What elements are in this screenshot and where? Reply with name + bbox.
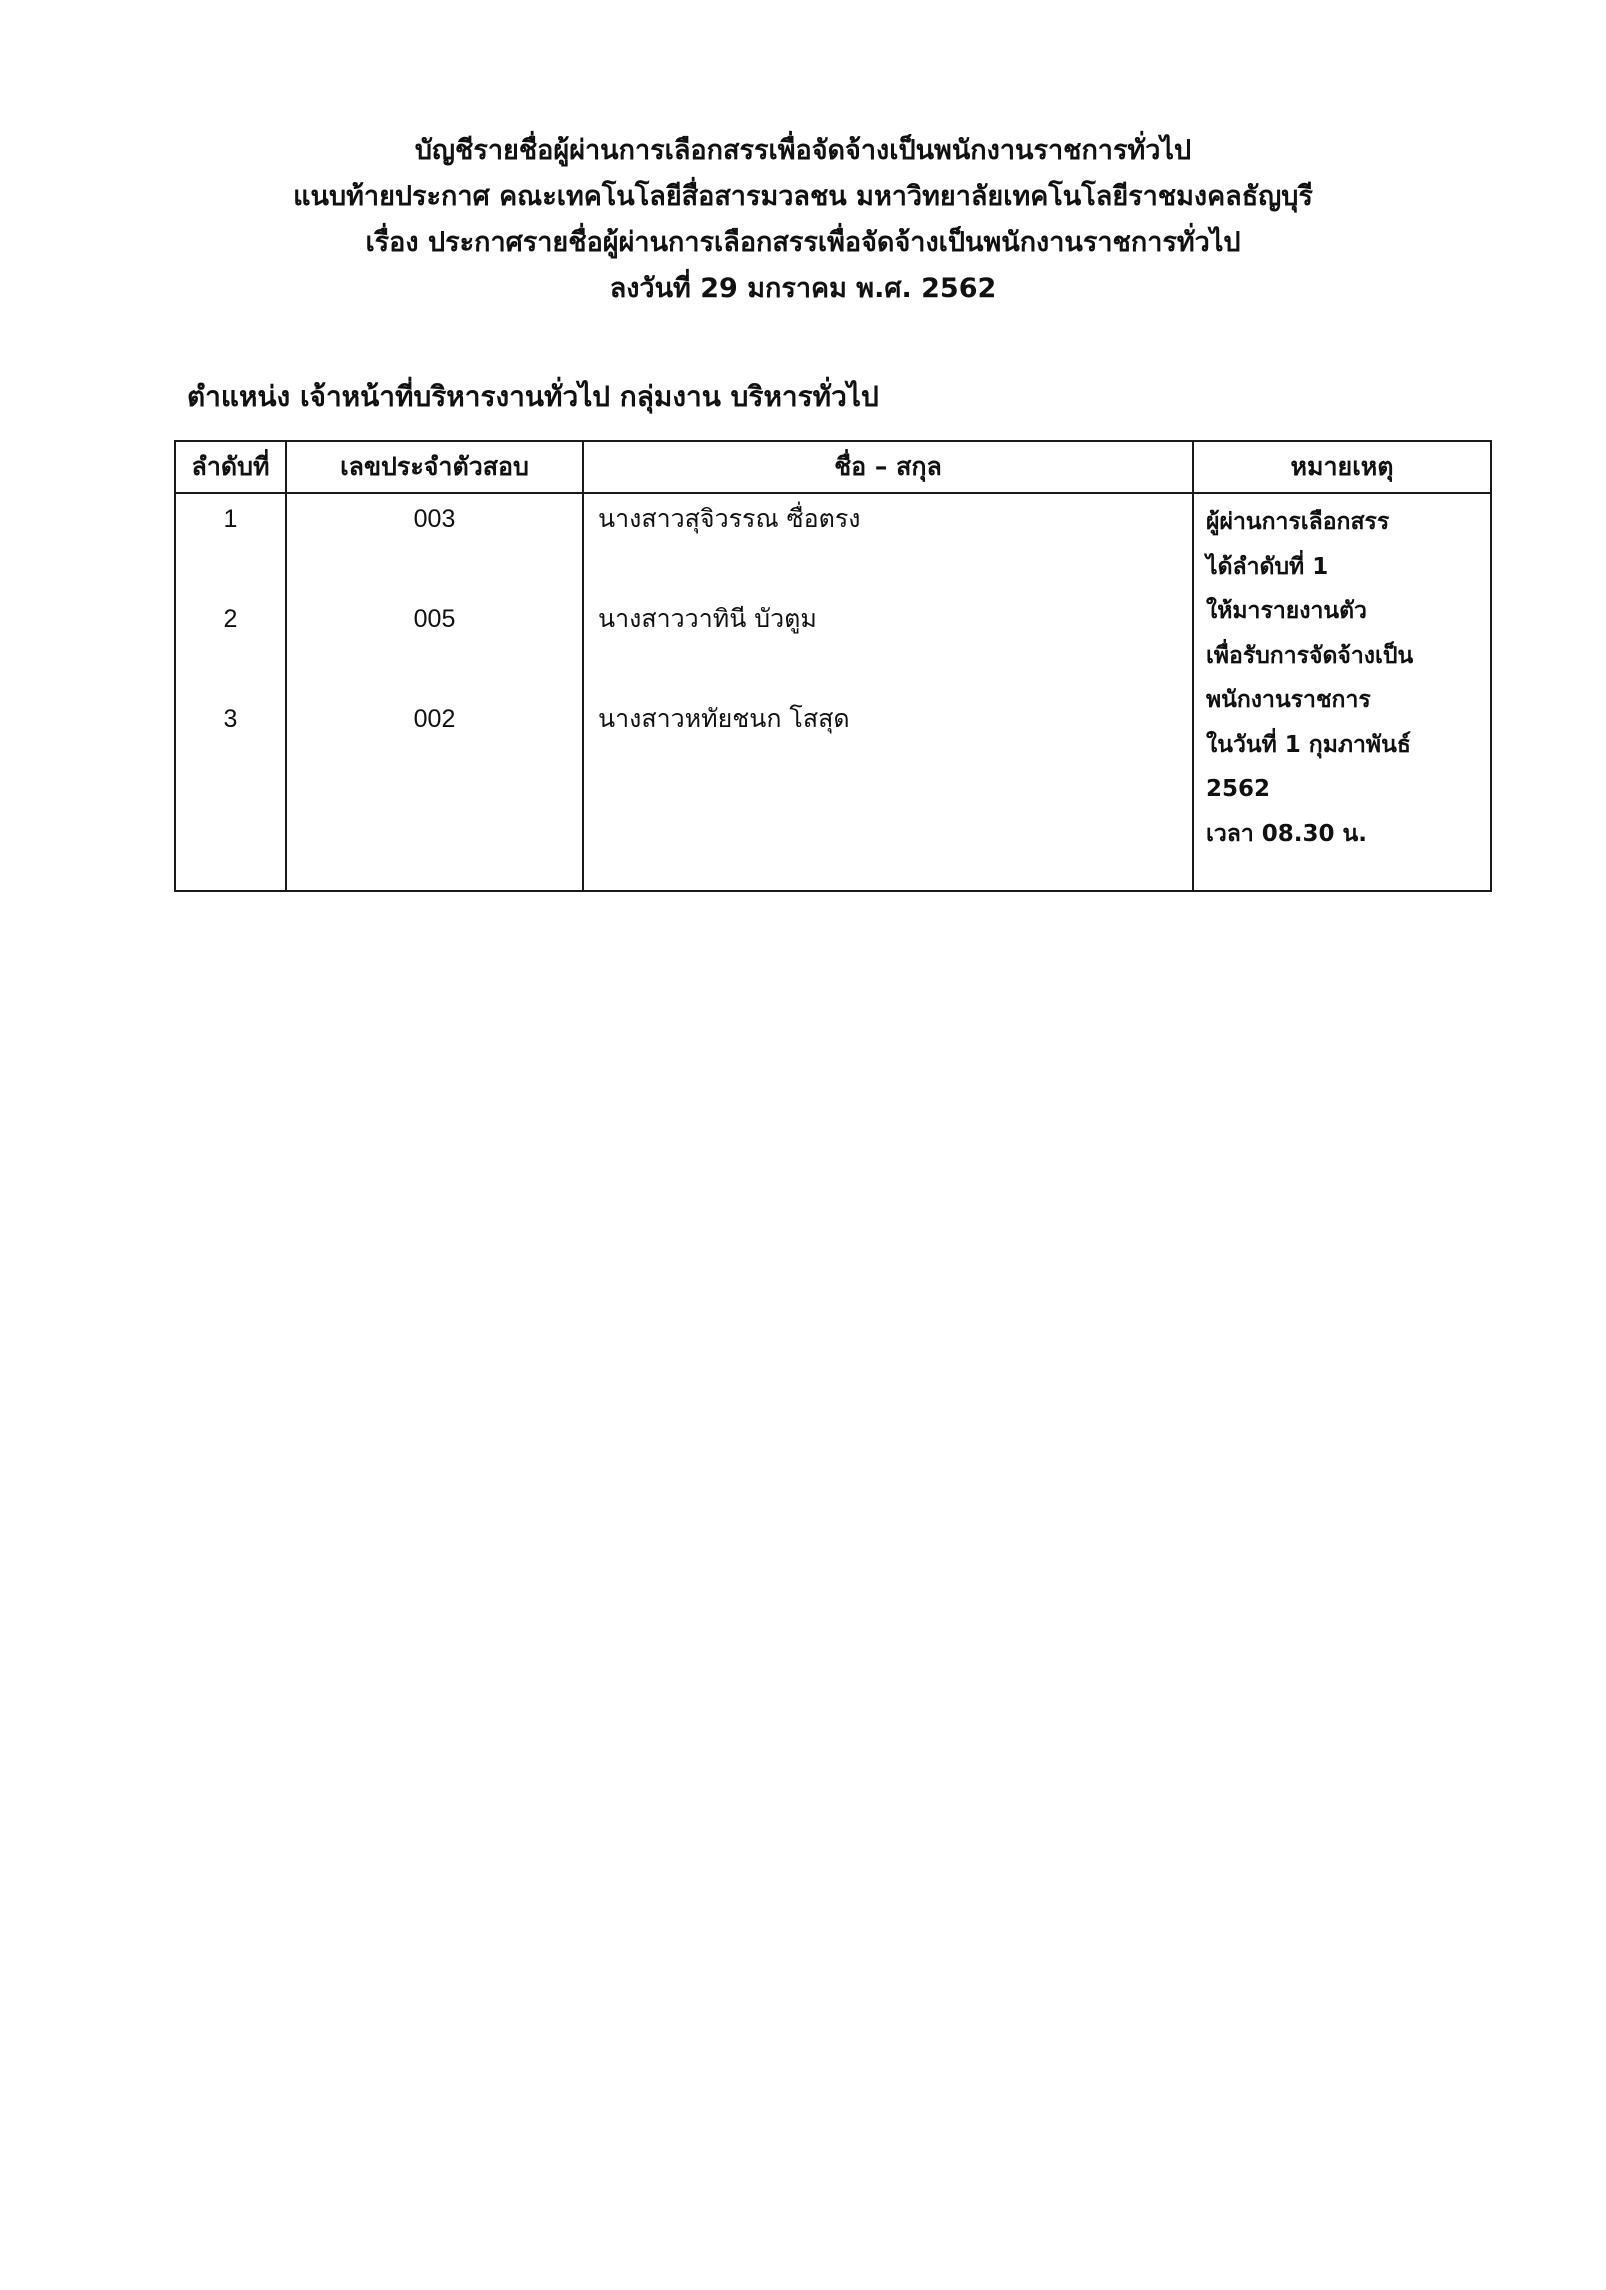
remark-line: ได้ลำดับที่ 1: [1206, 553, 1329, 580]
exam-id-value: 002: [413, 705, 456, 733]
exam-id-column: [286, 493, 583, 891]
remark-line: ให้มารายงานตัว: [1206, 598, 1367, 624]
remark-column: [1193, 493, 1491, 891]
remark-line: 2562: [1206, 776, 1271, 802]
candidate-name: นางสาวหทัยชนก โสสุด: [598, 704, 850, 733]
candidate-name: นางสาววาทินี บัวตูม: [598, 604, 817, 633]
remark-line: ในวันที่ 1 กุมภาพันธ์: [1206, 731, 1411, 758]
header-order: ลำดับที่: [175, 441, 286, 493]
remark-line: เพื่อรับการจัดจ้างเป็น: [1206, 642, 1414, 669]
header-title: บัญชีรายชื่อผู้ผ่านการเลือกสรรเพื่อจัดจ้างเป็นพนักงานราชการทั่วไป: [414, 135, 1192, 166]
exam-id-value: 005: [413, 605, 456, 633]
header-date: ลงวันที่ 29 มกราคม พ.ศ. 2562: [609, 273, 997, 304]
exam-id-value: 003: [413, 505, 456, 533]
remark-line: พนักงานราชการ: [1206, 687, 1371, 713]
remark-line: ผู้ผ่านการเลือกสรร: [1206, 509, 1390, 535]
position-title: ตำแหน่ง เจ้าหน้าที่บริหารงานทั่วไป กลุ่มงาน บริหารทั่วไป: [187, 380, 879, 413]
order-value: 3: [223, 705, 238, 733]
name-column: [583, 493, 1193, 891]
results-table: [174, 440, 1492, 892]
candidate-name: นางสาวสุจิวรรณ ซื่อตรง: [598, 504, 861, 533]
header-remark: หมายเหตุ: [1193, 441, 1491, 493]
table-header-row: [175, 441, 1491, 493]
document-header: [0, 128, 1606, 312]
header-name: ชื่อ – สกุล: [583, 441, 1193, 493]
order-value: 1: [223, 505, 238, 533]
header-exam-id: เลขประจำตัวสอบ: [286, 441, 583, 493]
order-value: 2: [223, 605, 238, 633]
remark-line: เวลา 08.30 น.: [1206, 820, 1368, 847]
header-subject: เรื่อง ประกาศรายชื่อผู้ผ่านการเลือกสรรเพื่อจัดจ้างเป็นพนักงานราชการทั่วไป: [365, 227, 1241, 258]
header-attachment: แนบท้ายประกาศ คณะเทคโนโลยีสื่อสารมวลชน มหาวิทยาลัยเทคโนโลยีราชมงคลธัญบุรี: [293, 181, 1313, 212]
table-body-row: [175, 493, 1491, 891]
order-column: [175, 493, 286, 891]
